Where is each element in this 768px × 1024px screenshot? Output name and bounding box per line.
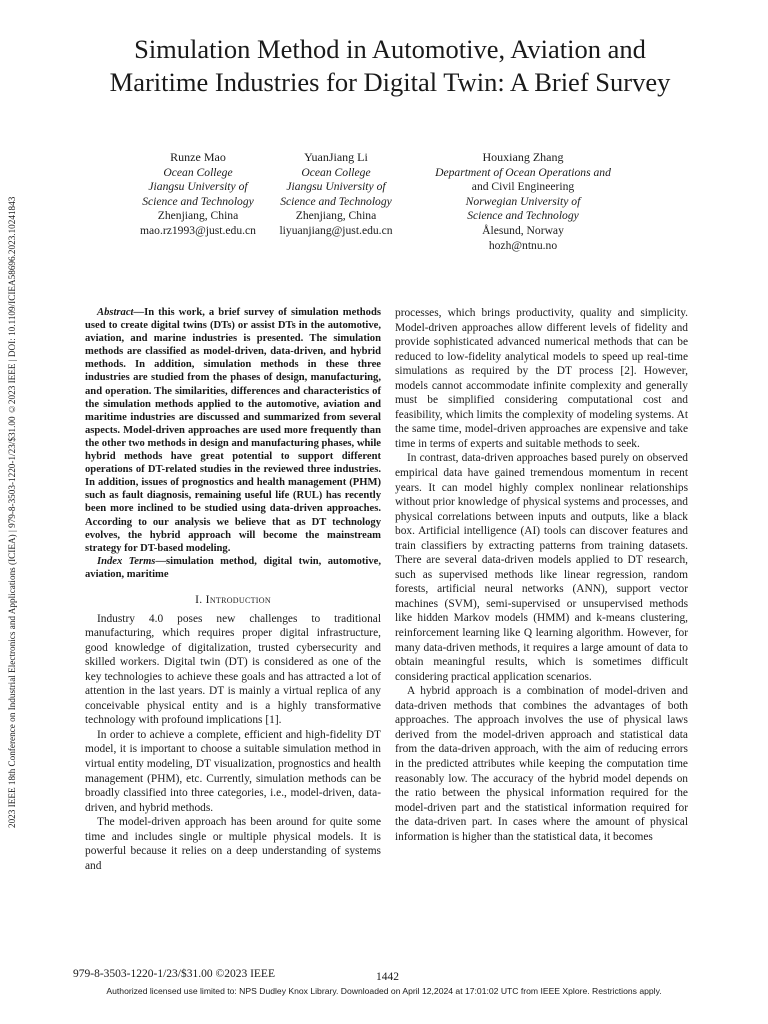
author-affiliation: Jiangsu University of — [286, 180, 386, 194]
section-title: Introduction — [205, 592, 271, 606]
index-terms-text: —simulation method, digital twin, automotive, aviation, maritime — [85, 555, 381, 580]
author-affiliation: Science and Technology — [142, 194, 254, 208]
author-city: Zhenjiang, China — [295, 209, 377, 223]
author-block-1 — [118, 150, 278, 239]
index-terms — [85, 555, 381, 581]
author-affiliation: Ocean College — [301, 165, 371, 179]
right-column — [395, 306, 688, 844]
author-affiliation: Science and Technology — [467, 209, 579, 223]
author-affiliation: and Civil Engineering — [471, 180, 575, 194]
left-column — [85, 306, 381, 873]
page-number: 1442 — [376, 971, 399, 983]
author-affiliation: Norwegian University of — [465, 194, 581, 208]
paragraph: In order to achieve a complete, efficient and high-fidelity DT model, it is important to choose a suitable simulation method in virtual entity modeling, DT visualization, prognostics and health management (PHM), etc. Currently, simulation methods can be broadly classified into three categories, i.e., model-driven, data-driven, and hybrid methods. — [85, 728, 381, 814]
author-email[interactable]: mao.rz1993@just.edu.cn — [140, 223, 256, 237]
abstract-text: —In this work, a brief survey of simulation methods used to create digital twins (DTs) or assist DTs in the automotive, aviation, and marine industries is presented. The simulation methods are classified as model-driven, data-driven, and hybrid methods. In addition, simulation methods in these three industries are studied from the phases of design, manufacturing, and operation. The similarities, differences and characteristics of the simulation methods applied to the automotive, aviation and maritime industries are discussed and summarized from several aspects. Model-driven approaches are used more frequently than the other two methods in design and manufacturing phases, while hybrid methods have great potential to support different operations of DT-related studies in the reviewed three industries. In addition, issues of prognostics and health management (PHM) such as fault diagnosis, remaining useful life (RUL) has recently been more inclined to be studied using data-driven approaches. According to our analysis we believe that as DT technology evolves, the hybrid approach will become the mainstream strategy for DT-based modeling. — [85, 307, 381, 554]
author-name: Houxiang Zhang — [482, 150, 564, 164]
paragraph: A hybrid approach is a combination of model-driven and data-driven methods that combines the advantages of both approaches. The approach involves the use of physical laws derived from the model-driven approach and statistical data from the data-driven approach, with the aim of reducing errors in the predicted attributes while keeping the computation time reasonably low. The accuracy of the hybrid model depends on the ratio between the physical information required for the model-driven part and the statistical information required for the data-driven part. In cases where the amount of physical information is higher than the statistical data, it becomes — [395, 685, 688, 843]
index-terms-lead: Index Terms — [97, 555, 156, 567]
author-block-2 — [256, 150, 416, 239]
author-block-3 — [418, 150, 628, 253]
section-heading — [85, 593, 381, 608]
author-email[interactable]: liyuanjiang@just.edu.cn — [279, 223, 393, 237]
author-email[interactable]: hozh@ntnu.no — [488, 238, 558, 252]
author-city: Ålesund, Norway — [482, 223, 564, 237]
author-affiliation: Ocean College — [163, 165, 233, 179]
footer-isbn: 979-8-3503-1220-1/23/$31.00 ©2023 IEEE — [73, 968, 275, 980]
doi-sidebar: 2023 IEEE 18th Conference on Industrial Electronics and Applications (ICIEA) | 979-8-3503-1220-1/23/$31.00 ©2023 IEEE | DOI: 10.1109/ICIEA58696.2023.10241843 — [7, 196, 17, 829]
author-city: Zhenjiang, China — [157, 209, 239, 223]
paragraph: processes, which brings productivity, quality and simplicity. Model-driven approaches allow different levels of fidelity and provide sophisticated advanced numerical methods that can be reduced to low-fidelity analytical models to speed up real-time simulations as required by the DT process [2]. However, models cannot accommodate infinite complexity and generally must be simplified considering computational cost and feasibility, which limits the complexity of modeling systems. At the same time, model-driven approaches are expensive and take time in terms of experts and suitable methods to seek. — [395, 307, 688, 450]
paragraph: Industry 4.0 poses new challenges to traditional manufacturing, which requires proper digital infrastructure, good knowledge of digitalization, trusted cybersecurity and skilled workers. Digital twin (DT) is considered as one of the key technologies to achieve these goals and has attracted a lot of attention in the last years. DT is mainly a virtual replica of any conceivable physical entity and is a highly transformative technology with profound implications [1]. — [85, 612, 381, 727]
author-name: Runze Mao — [170, 150, 226, 164]
author-name: YuanJiang Li — [304, 150, 368, 164]
license-notice: Authorized licensed use limited to: NPS Dudley Knox Library. Downloaded on April 12,2024 at 17:01:02 UTC from IEEE Xplore. Restrictions apply. — [106, 986, 662, 996]
author-affiliation: Jiangsu University of — [148, 180, 248, 194]
section-number: I. — [195, 592, 203, 606]
paragraph: In contrast, data-driven approaches based purely on observed empirical data have gained tremendous momentum in recent years. It can model highly complex nonlinear relationships without prior knowledge of physical systems and processes, and physical correlations between inputs and outputs, like a black box. Artificial intelligence (AI) tools can discover features and train classifiers by extracting patterns from training datasets. There are several data-driven models applied to DT research, such as supervised methods like linear regression, random forests, artificial neural networks (ANN), support vector machines (SVM), semi-supervised or unsupervised methods like hidden Markov models (HMM) and k-means clustering, reinforcement learning like Q learning algorithm. However, for many data-driven methods, it requires a large amount of data to obtain meaningful results, which is sometimes difficult considering practical application scenarios. — [395, 452, 688, 683]
author-affiliation: Department of Ocean Operations and — [435, 165, 611, 179]
abstract — [85, 306, 381, 555]
abstract-lead: Abstract — [97, 307, 134, 318]
paragraph: The model-driven approach has been around for quite some time and includes single or multiple physical models. It is powerful because it relies on a deep understanding of systems and — [85, 816, 381, 872]
paper-title: Simulation Method in Automotive, Aviation and Maritime Industries for Digital Twin: A Brief Survey — [109, 34, 671, 97]
author-affiliation: Science and Technology — [280, 194, 392, 208]
